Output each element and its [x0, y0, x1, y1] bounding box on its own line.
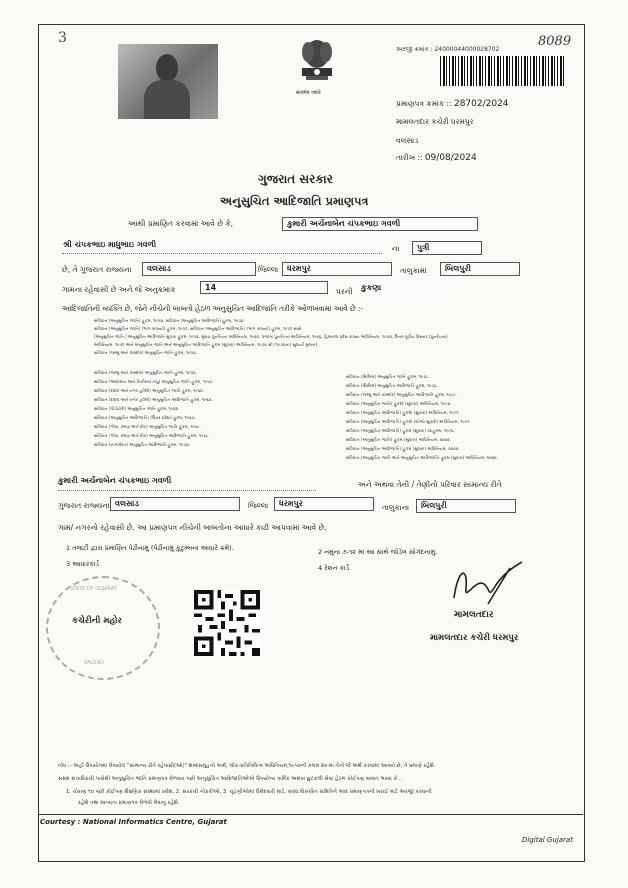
handwritten-mark: 3 — [58, 30, 67, 46]
barcode — [440, 56, 564, 86]
order-right-item: સંવિધાન (અનુસુચિત જાતિ અને અનુસુચિત આદિજાતિ) હુકમ (સુધારા) અધિનિયમ, ૨૦૦૨. — [346, 455, 499, 460]
order-left-item: સંવિધાન (જમ્મુ અને કાશ્મીર) અનુસુચિત જાતિ હુકમ, ૧૯૫૬. — [94, 370, 197, 375]
footnote-item: રહેશે તથા માન્યતા પ્રમાણપત્ર મેળવી લેવાનું રહેશે. — [78, 800, 180, 806]
family-text: અને અથવા તેની / તેણીનો પરિવાર સામાન્ય રીતે — [358, 480, 502, 489]
father-name: શ્રી ચંપકભાઇ માધુભાઇ ગવળી — [62, 238, 382, 252]
resident-text: ગામના રહેવાસી છે અને જે અનુક્રમાંક — [62, 285, 176, 294]
taluka-value: ધરમપુર — [282, 262, 392, 276]
family-taluka-value: ધરમપુર — [274, 497, 374, 511]
order-left-item: સંવિધાન (દાદરા અને નગર હવેલી) અનુસુચિત આદિજાતિ હુકમ, ૧૯૬૨. — [94, 397, 213, 402]
order-right-item: સંવિધાન (અનુસુચિત આદિજાતિ) હુકમો (બીજો સુધારો) અધિનિયમ, ૧૯૯૧. — [346, 419, 471, 424]
family-closing: ગામ/ નગરનો રહેવાસી છે. આ પ્રમાણપત્ર નીચેની બાબતોના આધારે કાઢી આપવામાં આવે છે. — [58, 523, 327, 532]
handwritten-number: 8089 — [538, 34, 572, 49]
footnote-warning: સક્ષમ સત્તાધિકારી પાસેથી અનુસુચિત જાતિ પ્રમાણપત્ર મેળવ્યા પછી અનુસુચિત આદિજાતિઓએ ઉપયોગ્ય વાર્ષિક અથવા છુટકલી સેવા હેઠળ કોઈપણ બાબત ભરવા કે... — [58, 776, 403, 782]
order-line: [અનુસુચિત જાતિ / અનુસુચિત આદિજાતિ સુધારા હુકમ, ૧૯૫૬, મુંબઇ પુનર્રચના અધિનિયમ, ૧૯૬૦, પંજાબ પુનર્રચના અધિનિયમ, ૧૯૬૬, હિમાચલ પ્રદેશ રાજ્ય અધિનિયમ, ૧૯૭૦, ઉત્તર-પૂર્વીય વિસ્તાર (પુનર્રચના) — [94, 334, 448, 339]
issue-date-row — [396, 153, 477, 163]
tribe-name: કુકણા — [356, 281, 456, 295]
issuing-district: વલસાડ — [396, 136, 419, 145]
order-left-item: સંવિધાન (આંદામાન અને નિકોબાર ટાપુ) અનુસુચિત જાતિ હુકમ, ૧૯૫૯. — [94, 379, 214, 384]
seal-label: કચેરીની મહોર — [72, 616, 122, 626]
taluka-label: તાલુકામાં — [400, 266, 427, 275]
verification-qr-code — [193, 590, 261, 656]
national-emblem-icon — [296, 32, 338, 88]
government-title: ગુજરાત સરકાર — [258, 172, 333, 186]
relation-label: ના — [392, 244, 400, 253]
officer-designation: મામલતદાર — [454, 610, 494, 620]
basis-item: 1 તલાટી દ્વારા પ્રમાણિત પેઢીનામું (પેઢીનામું કુટુમ્બના આધારે ક્રમે). — [66, 544, 234, 552]
officer-signature — [448, 558, 528, 612]
issue-date: 09/08/2024 — [424, 153, 477, 163]
issue-date-label: તારીખ :: — [396, 153, 423, 162]
serial-number: 14 — [200, 281, 328, 294]
order-right-item: સંવિધાન (સિક્કિમ) અનુસુચિત જાતિ હુકમ, ૧૯૭૮. — [346, 374, 430, 379]
village-value: બિલપુરી — [440, 262, 520, 276]
courtesy-text: Courtesy : National Informatics Centre, Gujarat — [40, 818, 227, 826]
order-right-item: સંવિધાન (અનુસુચિત જાતિ) હુકમ (સુધારા) અધિનિયમ, ૨૦૦૨. — [346, 437, 451, 442]
cert-number: 28702/2024 — [453, 99, 509, 109]
order-left-item: સંવિધાન (ગોવા, દમણ અને દીવ) અનુસુચિત જાતિ હુકમ, ૧૯૬૮. — [94, 424, 201, 429]
family-taluka-label: તાલુકાના — [382, 503, 410, 512]
seal-ring-bottom: VALSAD — [84, 660, 104, 666]
order-line: સંવિધાન (અનુસુચિત જાતિ) હુકમ, ૧૯૫૦, સંવિધાન (અનુસુચિત આદિજાતિ) હુકમ, ૧૯૫૦. — [94, 318, 245, 323]
basis-item: 3 આધારકાર્ડ — [66, 560, 100, 568]
cert-number-label: પ્રમાણપત્ર ક્રમાંક :: — [396, 99, 452, 108]
order-line: સંવિધાન (અનુસુચિત જાતિ) (ભાગ રાજ્યો) હુકમ, ૧૯૫૧, સંવિધાન (અનુસુચિત આદિજાતિ) (ભાગ રાજ્યો) હુકમ, ૧૯૫૧ સાથે. — [94, 326, 303, 331]
relation-value: પુત્રી — [412, 241, 482, 255]
order-line: અધિનિયમ, ૧૯૭૧ અને અનુસુચિત જાતિ અને અનુસુચિત આદિજાતિ હુકમ (સુધારા) અધિનિયમ, ૧૯૭૬ થી (૧૯૭૬ના) સુધાર્યા મુજબ]. — [94, 342, 319, 347]
applicant-name: કુમારી અર્ચનાબેન ચંપકભાઇ ગવળી — [282, 217, 478, 231]
family-village-value: બિલપુરી — [416, 499, 516, 513]
footnote-note: નોંધ :- અહીં ઉપયોગમાં લેવાયેલ "સામાન્ય રીતે રહેવાસી(ઓ)" શબ્દસમુહનો અર્થ, લોક-પ્રતિનિધિત્વ અધિનિયમ,૧૯૫૦ની કલમ ૨૦-માં તેનો જે અર્થ કરવામાં આવ્યો છે, તે પ્રમાણે રહેશે. — [58, 763, 436, 769]
order-right-item: સંવિધાન (અનુસુચિત આદિજાતિ) હુકમો (સુધારા) અધિનિયમ, ૧૯૯૧. — [346, 410, 460, 415]
certificate-title: અનુસુચિત આદિજાતિ પ્રમાણપત્ર — [220, 194, 369, 208]
application-id: અરજી ક્રમાંક : 24000044000028702 — [396, 46, 500, 53]
order-right-item: સંવિધાન (જમ્મુ અને કાશ્મીર) અનુસુચિત આદિજાતિ હુકમ, ૧૯૮૯. — [346, 392, 458, 397]
district-value: વલસાડ — [142, 262, 256, 276]
emblem-motto: सत्यमेव जयते — [296, 90, 321, 96]
tribe-label: પરની — [336, 287, 353, 296]
order-left-item: સંવિધાન (નાગાલેન્ડ) અનુસુચિત આદિજાતિ હુકમ, ૧૯૭૦. — [94, 442, 191, 447]
order-line: સંવિધાન (જમ્મુ અને કાશ્મીર) અનુસુચિત જાતિ હુકમ, ૧૯૫૬. — [94, 350, 197, 355]
footnote-item: 1. ચોરાણ ૧૦ પછી કોઈપણ શૈક્ષણિક સંસ્થામાં પ્રવેશ, 2. સરકારી નોકરીઓ, 3. ચૂંટણીઓમાં ઉમેદવારી માટે, સંવંધ વિસ્તરિત સમિતિને આદ પ્રમાણપત્રની ખરાઈ માટે અરજી કરવાની — [66, 789, 432, 795]
order-right-item: સંવિધાન (અનુસુચિત આદિજાતિ) હુકમ (સુધારા) અધિનિયમ, ૨૦૦૨. — [346, 446, 460, 451]
seal-ring-top: STATE OF GUJARAT — [70, 586, 117, 592]
basis-item: 4 રેશન કાર્ડ — [318, 564, 350, 572]
digital-gujarat-text: Digital Gujarat — [522, 836, 573, 844]
order-left-item: સંવિધાન (દાદરા અને નગર હવેલી) અનુસુચિત જાતિ હુકમ, ૧૯૬૨. — [94, 388, 205, 393]
issuing-office: મામલતદાર કચેરી ધરમપુર — [396, 117, 474, 126]
order-right-item: સંવિધાન (અનુસુચિત આદિજાતિ) હુકમ (સુધારા) વટહુકમ, ૧૯૯૬. — [346, 428, 455, 433]
footer-divider — [38, 814, 583, 815]
district-label: જિલ્લા — [258, 265, 279, 274]
certify-prefix: આથી પ્રમાણિત કરવામાં આવે છે કે, — [128, 219, 234, 228]
cert-number-row — [396, 99, 509, 109]
order-right-item: સંવિધાન (અનુસુચિત જાતિ) હુકમો (સુધારા) અધિનિયમ, ૧૯૯૦. — [346, 401, 452, 406]
officer-office: મામલતદાર કચેરી ધરમપુર — [430, 633, 519, 643]
family-district-label: જિલ્લા — [248, 501, 269, 510]
basis-item: 2 નમુના ૭-૧૨ માં આ સાથે જોડેલ સોગંદનામું. — [318, 548, 438, 556]
family-name: કુમારી અર્ચનાબેન ચંપકભાઇ ગવળી — [58, 476, 172, 485]
family-district-value: વલસાડ — [110, 497, 240, 511]
order-left-item: સંવિધાન (અનુસુચિત આદિજાતિ) (ઉત્તર પ્રદેશ) હુકમ, ૧૯૬૭. — [94, 415, 196, 420]
state-prefix: છે, તે ગુજરાત રાજ્યના — [62, 265, 132, 274]
order-right-item: સંવિધાન (સિક્કિમ) અનુસુચિત આદિજાતિ હુકમ, ૧૯૭૮. — [346, 383, 439, 388]
order-left-item: સંવિધાન (પોંડીચેરી) અનુસુચિત જાતિ હુકમ, ૧૯૬૪. — [94, 406, 180, 411]
applicant-photo — [118, 44, 218, 119]
family-state-prefix: ગુજરાત રાજ્યના — [58, 501, 110, 510]
order-left-item: સંવિધાન (ગોવા, દમણ અને દીવ) અનુસુચિત આદિજાતિ હુકમ, ૧૯૬૮. — [94, 433, 210, 438]
tribe-text: આદિજાતિની વ્યક્તિ છે, જેને નીચેની બાબતો હેઠળ અનુસુચિત આદિજાતિ તરીકે ઓળખવામાં આવે છે :- — [62, 304, 364, 313]
